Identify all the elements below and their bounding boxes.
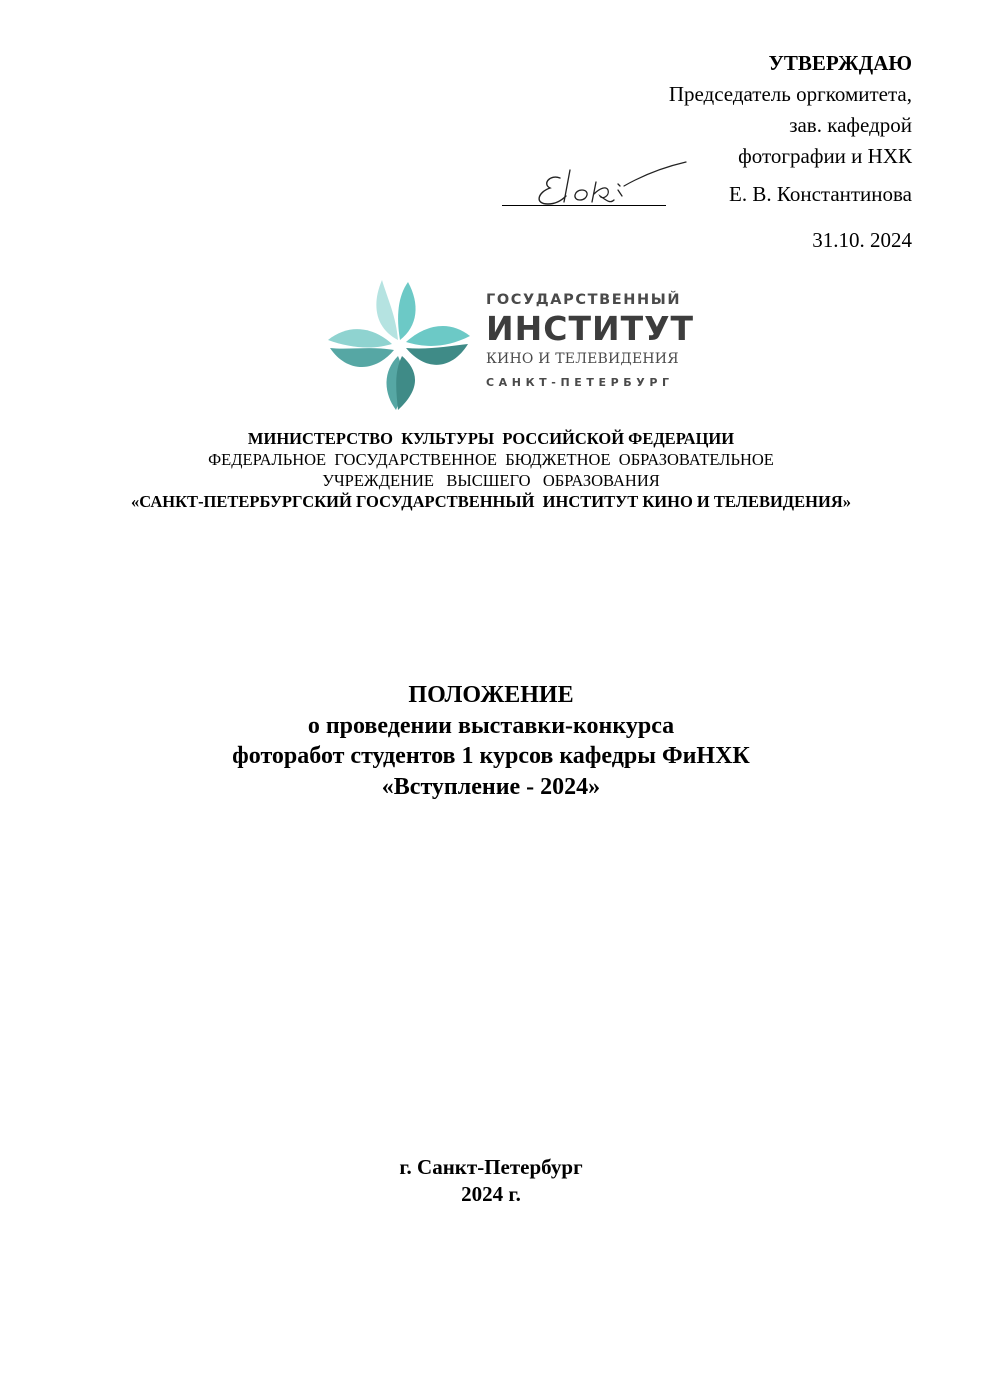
institute-logo [326,276,696,416]
organization-header [0,428,982,512]
approval-position-line-1: Председатель оргкомитета, [668,82,912,106]
institution-type-line-1: ФЕДЕРАЛЬНОЕ ГОСУДАРСТВЕННОЕ БЮДЖЕТНОЕ ОБРАЗОВАТЕЛЬНОЕ [208,450,774,469]
signature-row [472,156,912,214]
logo-line-3: КИНО И ТЕЛЕВИДЕНИЯ [486,351,679,367]
logo-line-4: САНКТ-ПЕТЕРБУРГ [486,376,674,389]
signer-name: Е. В. Константинова [729,182,912,206]
logo-line-1: ГОСУДАРСТВЕННЫЙ [486,292,682,308]
approval-position-line-2: зав. кафедрой [789,113,912,137]
title-line-2: о проведении выставки-конкурса [307,712,675,739]
title-line-4: «Вступление - 2024» [381,773,601,800]
approval-heading: УТВЕРЖДАЮ [768,51,912,75]
ministry-line: МИНИСТЕРСТВО КУЛЬТУРЫ РОССИЙСКОЙ ФЕДЕРАЦИИ [247,429,735,448]
handwritten-signature [520,156,700,212]
logo-flower-icon [326,276,472,412]
title-line-1: ПОЛОЖЕНИЕ [408,682,574,708]
city-line: г. Санкт-Петербург [399,1155,583,1179]
institution-name-line: «САНКТ-ПЕТЕРБУРГСКИЙ ГОСУДАРСТВЕННЫЙ ИНСТИТУТ КИНО И ТЕЛЕВИДЕНИЯ» [131,492,851,511]
logo-wordmark [486,290,696,396]
approval-date: 31.10. 2024 [812,228,912,252]
document-title [0,680,982,802]
title-line-3: фоторабот студентов 1 курсов кафедры ФиНХК [232,743,750,769]
logo-line-2: ИНСТИТУТ [486,309,695,348]
approval-position-line-3: фотографии и НХК [738,144,912,168]
institution-type-line-2: УЧРЕЖДЕНИЕ ВЫСШЕГО ОБРАЗОВАНИЯ [322,471,660,490]
document-footer [0,1154,982,1208]
year-line: 2024 г. [461,1182,521,1206]
signature-line [502,205,666,206]
approval-block [492,48,912,172]
